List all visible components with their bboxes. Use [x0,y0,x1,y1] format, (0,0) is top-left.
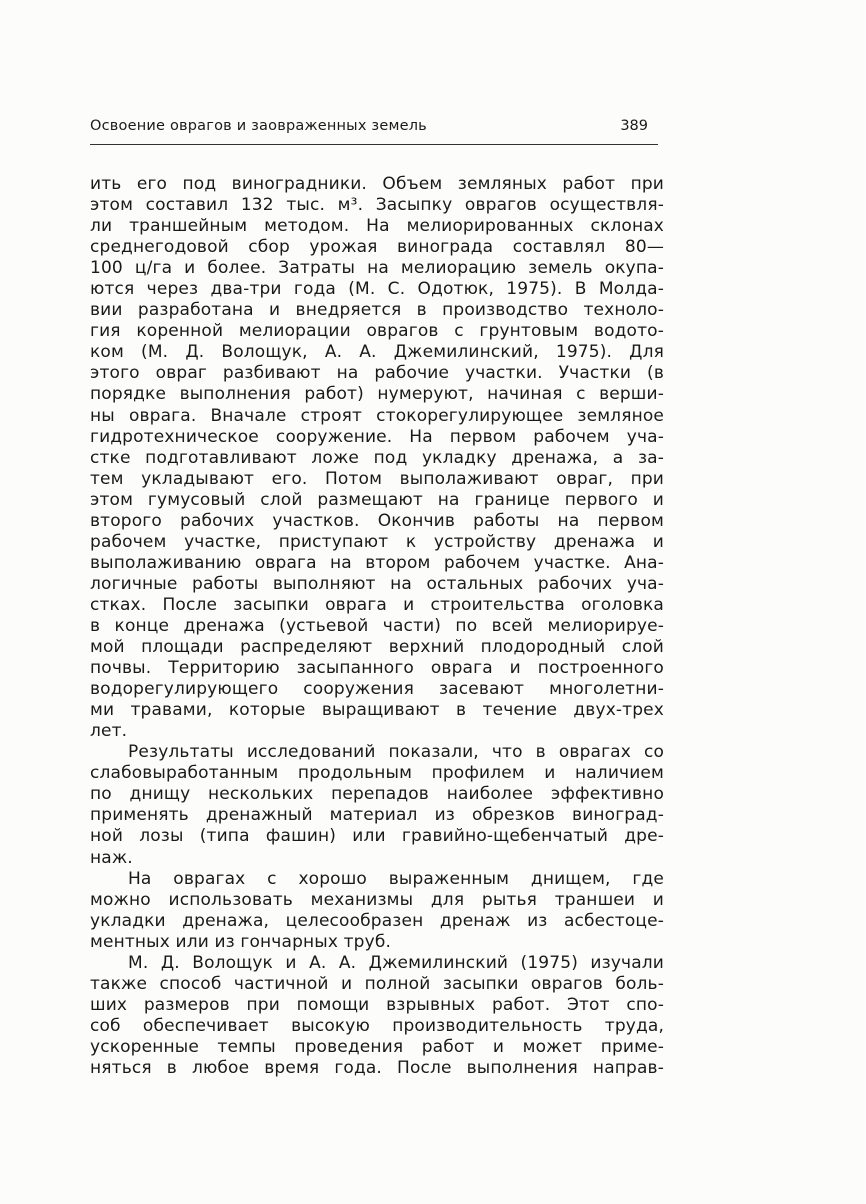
text-line: среднегодовой сбор урожая винограда составлял 80— [90,237,664,258]
paragraph [90,953,664,1079]
text-line: наж. [90,847,133,868]
text-line: ми травами, которые выращивают в течение двух-трех [90,700,664,721]
text-line: тем укладывают его. Потом выполаживают овраг, при [90,468,664,489]
body-text [90,174,664,1079]
text-line: ших размеров при помощи взрывных работ. Этот спо- [90,994,664,1015]
text-line: можно использовать механизмы для рытья траншеи и [90,889,664,910]
text-line: ются через два-три года (М. С. Одотюк, 1975). В Молда- [90,279,664,300]
text-line: этом составил 132 тыс. м³. Засыпку оврагов осуществля- [90,195,664,216]
text-line: применять дренажный материал из обрезков виноград- [90,805,664,826]
text-line: 100 ц/га и более. Затраты на мелиорацию земель окупа- [90,258,664,279]
text-line: стке подготавливают ложе под укладку дренажа, а за- [90,447,664,468]
text-line: логичные работы выполняют на остальных рабочих уча- [90,573,664,594]
text-line: этого овраг разбивают на рабочие участки. Участки (в [90,363,664,384]
text-line: в конце дренажа (устьевой части) по всей мелиорируе- [90,615,664,636]
text-line: стках. После засыпки оврага и строительства оголовка [90,594,664,615]
text-line: ментных или из гончарных труб. [90,931,392,952]
text-line: водорегулирующего сооружения засевают многолетни- [90,679,664,700]
text-line: слабовыработанным продольным профилем и наличием [90,763,664,784]
text-line: также способ частичной и полной засыпки оврагов боль- [90,973,664,994]
text-line: соб обеспечивает высокую производительность труда, [90,1015,664,1036]
text-line: ускоренные темпы проведения работ и может приме- [90,1036,664,1057]
paragraph [90,742,664,868]
text-line: вии разработана и внедряется в производство техноло- [90,300,664,321]
text-line: укладки дренажа, целесообразен дренаж из асбестоце- [90,910,664,931]
text-line: второго рабочих участков. Окончив работы на первом [90,510,664,531]
text-line: ли траншейным методом. На мелиорированных склонах [90,216,664,237]
text-line: гия коренной мелиорации оврагов с грунтовым водото- [90,321,664,342]
running-title: Освоение оврагов и заовраженных земель [90,118,427,134]
text-line: выполаживанию оврага на втором рабочем участке. Ана- [90,552,664,573]
text-line: гидротехническое сооружение. На первом рабочем уча- [90,426,664,447]
text-line: ной лозы (типа фашин) или гравийно-щебенчатый дре- [90,826,664,847]
paragraph [90,869,664,953]
text-line: На оврагах с хорошо выраженным днищем, где [128,868,664,889]
text-line: М. Д. Волощук и А. А. Джемилинский (1975) изучали [128,952,664,973]
page-number: 389 [620,118,648,134]
text-line: по днищу нескольких перепадов наиболее эффективно [90,784,664,805]
text-line: рабочем участке, приступают к устройству дренажа и [90,531,664,552]
text-line: ить его под виноградники. Объем земляных работ при [90,174,664,194]
text-line: мой площади распределяют верхний плодородный слой [90,637,664,658]
text-line: ны оврага. Вначале строят стокорегулирующее земляное [90,405,664,426]
page-header [90,118,658,145]
paragraph [90,174,664,742]
text-line: порядке выполнения работ) нумеруют, начиная с верши- [90,384,664,405]
text-line: Результаты исследований показали, что в оврагах со [128,742,664,763]
text-line: почвы. Территорию засыпанного оврага и построенного [90,658,664,679]
text-line: этом гумусовый слой размещают на границе первого и [90,489,664,510]
text-line: няться в любое время года. После выполнения направ- [90,1057,664,1078]
text-line: лет. [90,721,128,742]
text-line: ком (М. Д. Волощук, А. А. Джемилинский, 1975). Для [90,342,664,363]
